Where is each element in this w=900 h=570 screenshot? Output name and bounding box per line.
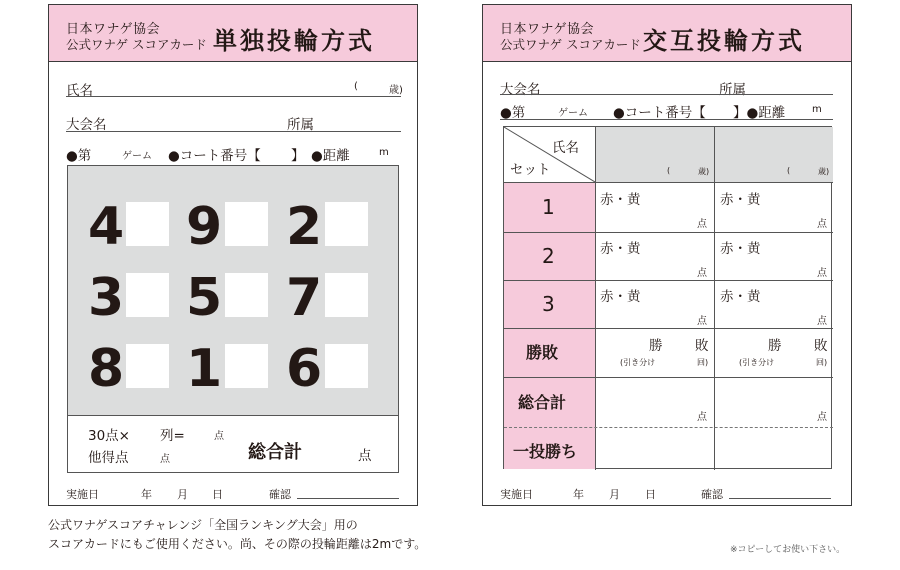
color-label: 赤・黄 [720,241,761,257]
grid-number: 9 [186,197,223,257]
color-label: 赤・黄 [600,192,641,208]
times-label: 回) [697,358,709,367]
usage-note-line2: スコアカードにもご使用ください。尚、その際の投輪距離は2mです。 [48,537,427,551]
header-name: 氏名 [552,140,579,156]
dashed-divider [504,427,833,428]
score-box[interactable] [126,202,169,246]
card-subtitle: 公式ワナゲ スコアカード [66,37,207,52]
game-label: ゲーム [558,108,588,119]
score-box[interactable] [225,273,268,317]
row-divider [504,182,833,183]
game-prefix: ●第 [66,148,92,164]
total-points-unit: 点 [817,412,827,423]
affiliation-label: 所属 [287,117,314,133]
day-label: 日 [212,488,223,501]
rows-label: 列= [160,428,185,444]
col-divider [595,127,596,470]
points-unit: 点 [697,219,707,230]
grid-number: 7 [286,268,323,328]
card-title: 単独投輪方式 [213,27,375,55]
grid-number: 6 [286,339,323,399]
name-label: 氏名 [66,83,93,99]
game-label: ゲーム [122,151,152,162]
row-divider [504,377,833,378]
confirm-signature-line[interactable] [729,498,831,499]
set-number: 1 [542,195,555,219]
age-open: ( [354,81,358,92]
points-unit: 点 [817,268,827,279]
set-number: 3 [542,292,555,316]
number-grid [67,165,399,416]
grid-number: 5 [186,268,223,328]
points-unit: 点 [697,268,707,279]
score-box[interactable] [126,273,169,317]
score-table [503,126,832,469]
copy-note: ※コピーしてお使い下さい。 [730,545,846,555]
court-label: ●コート番号【 [168,148,261,164]
age-label: 歳) [818,167,830,176]
score-box[interactable] [325,202,368,246]
confirm-label: 確認 [269,488,291,501]
draw-label: (引き分け [739,358,775,367]
age-open: ( [787,166,791,175]
age-open: ( [667,166,671,175]
distance-unit: m [812,104,822,115]
win-label: 勝 [768,338,782,354]
grid-number: 2 [286,197,323,257]
score-card-single [48,4,418,506]
grid-number: 8 [88,339,125,399]
date-label: 実施日 [66,488,99,501]
row-divider [504,280,833,281]
set-number: 2 [542,244,555,268]
court-close: 】 [291,148,305,164]
totals-section [67,416,399,473]
year-label: 年 [573,488,584,501]
month-label: 月 [609,488,620,501]
row-divider [504,328,833,329]
year-label: 年 [141,488,152,501]
distance-unit: m [379,147,389,158]
other-points-label: 他得点 [88,450,129,466]
confirm-signature-line[interactable] [297,498,399,499]
age-label: 歳) [389,85,403,96]
points-unit: 点 [817,316,827,327]
event-label: 大会名 [500,82,541,98]
col-divider [714,127,715,470]
win-label: 勝 [649,338,663,354]
grid-number: 1 [186,339,223,399]
color-label: 赤・黄 [720,192,761,208]
bonus-label: 30点× [88,428,130,444]
row-divider [504,232,833,233]
points-unit: 点 [817,219,827,230]
event-field-line[interactable] [500,94,833,95]
header-set: セット [510,162,551,178]
name-field-line[interactable] [66,96,401,97]
score-box[interactable] [225,344,268,388]
affiliation-label: 所属 [719,82,746,98]
win-loss-label: 勝敗 [526,343,559,362]
one-throw-label: 一投勝ち [513,442,578,461]
month-label: 月 [177,488,188,501]
bonus-points-unit: 点 [214,431,224,442]
game-prefix: ●第 [500,105,526,121]
score-card-alternate [482,4,852,506]
court-close: 】●距離 [733,105,786,121]
court-label: ●コート番号【 [613,105,706,121]
score-box[interactable] [325,344,368,388]
game-field-line [500,119,833,120]
confirm-label: 確認 [701,488,723,501]
card-subtitle: 公式ワナゲ スコアカード [500,37,641,52]
total-points-unit: 点 [697,412,707,423]
times-label: 回) [816,358,828,367]
usage-note [48,516,426,554]
total-points-unit: 点 [358,448,372,464]
card-title: 交互投輪方式 [643,27,805,55]
loss-label: 敗 [814,338,828,354]
grid-number: 4 [88,197,125,257]
other-points-unit: 点 [160,454,170,465]
color-label: 赤・黄 [600,289,641,305]
score-box[interactable] [225,202,268,246]
color-label: 赤・黄 [600,241,641,257]
grid-number: 3 [88,268,125,328]
card-header [483,5,851,62]
date-label: 実施日 [500,488,533,501]
score-box[interactable] [126,344,169,388]
org-name: 日本ワナゲ協会 [500,22,594,37]
age-label: 歳) [698,167,710,176]
day-label: 日 [645,488,656,501]
event-field-line[interactable] [66,131,401,132]
event-label: 大会名 [66,117,107,133]
draw-label: (引き分け [620,358,656,367]
points-unit: 点 [697,316,707,327]
org-name: 日本ワナゲ協会 [66,22,160,37]
distance-label: ●距離 [311,148,350,164]
total-label: 総合計 [518,393,567,412]
card-header [49,5,417,62]
loss-label: 敗 [695,338,709,354]
color-label: 赤・黄 [720,289,761,305]
score-box[interactable] [325,273,368,317]
total-label: 総合計 [248,442,302,463]
usage-note-line1: 公式ワナゲスコアチャレンジ「全国ランキング大会」用の [48,518,358,532]
